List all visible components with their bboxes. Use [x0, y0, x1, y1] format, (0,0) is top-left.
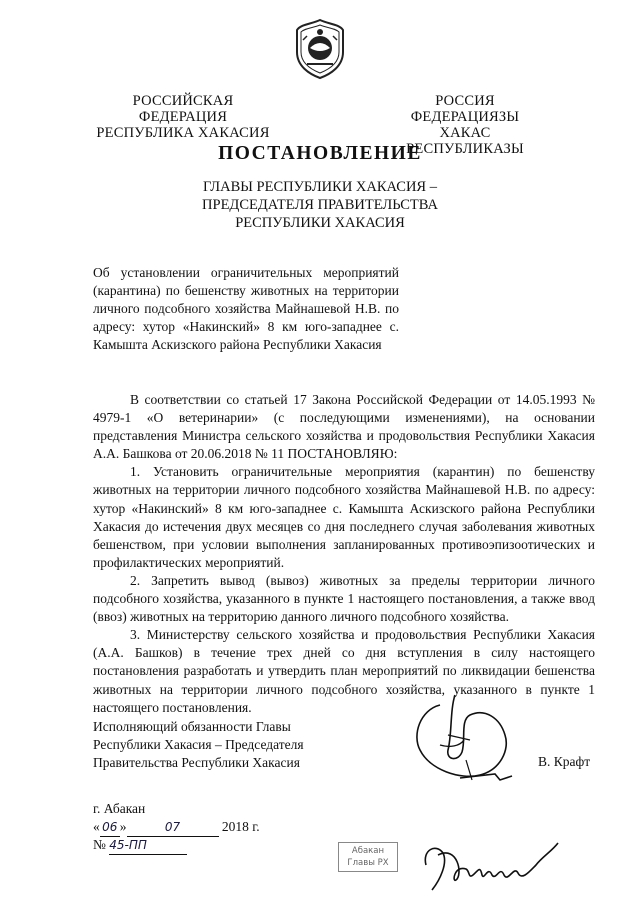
number-prefix: № — [93, 837, 106, 852]
date-month: 07 — [127, 818, 219, 837]
registrar-signature — [418, 835, 568, 895]
place-of-issue: г. Абакан — [93, 801, 146, 816]
signatory-position-line1: Исполняющий обязанности Главы — [93, 719, 291, 734]
body-item-1: 1. Установить ограничительные мероприятия (карантин) по бешенству животных на территории личного подсобного хозяйства Майнашевой Н.В. по адресу: хутор «Накинский» 8 км юго-западнее с. Камышта Аскизского района Республики Хакасия до истечения двух месяцев со дня последнего случая заболевания животных бешенством, при условии выполнения запланированных противоэпизоотических и профилактических мероприятий. — [93, 464, 595, 570]
header-left-line2: РЕСПУБЛИКА ХАКАСИЯ — [96, 125, 270, 141]
date-line — [93, 818, 260, 837]
coat-of-arms-emblem — [293, 18, 347, 80]
header-right-line2: ХАКАС РЕСПУБЛИКАЗЫ — [406, 125, 524, 157]
date-quote-close: » — [119, 819, 127, 834]
document-number: 45-ПП — [109, 836, 187, 855]
handwritten-signature — [400, 690, 540, 790]
registration-stamp — [338, 842, 398, 872]
stamp-line1: Абакан — [351, 846, 385, 856]
subtitle-line2: ПРЕДСЕДАТЕЛЯ ПРАВИТЕЛЬСТВА — [202, 197, 438, 213]
document-subject: Об установлении ограничительных мероприятий (карантина) по бешенству животных на территории личного подсобного хозяйства Майнашевой Н.В. по адресу: хутор «Накинский» 8 км юго-западнее с. Камышта Аскизского района Республики Хакасия — [93, 265, 399, 352]
header-right-line1: РОССИЯ ФЕДЕРАЦИЯЗЫ — [410, 93, 520, 125]
document-subtitle — [0, 178, 640, 232]
body-preamble: В соответствии со статьей 17 Закона Российской Федерации от 14.05.1993 № 4979-1 «О ветеринарии» (с последующими изменениями), на основании представления Министра сельского хозяйства и продовольствия Республики Хакасия А.А. Башкова от 20.06.2018 № 11 ПОСТАНОВЛЯЮ: — [93, 392, 595, 462]
stamp-line2: Главы РХ — [347, 858, 389, 868]
date-quote-open: « — [93, 819, 100, 834]
date-year: 2018 г. — [221, 819, 260, 834]
signatory-name: В. Крафт — [538, 754, 591, 769]
date-day: 06 — [100, 818, 120, 837]
body-item-2: 2. Запретить вывод (вывоз) животных за пределы территории личного подсобного хозяйства, указанного в пункте 1 настоящего постановления, а также ввод (ввоз) животных на территорию данного личного подсобного хозяйства. — [93, 572, 595, 625]
body-item-3: 3. Министерству сельского хозяйства и продовольствия Республики Хакасия (А.А. Башков) в течение трех дней со дня вступления в силу настоящего постановления разработать и утвердить план мероприятий по ликвидации бешенства животных на территории личного подсобного хозяйства, указанного в пункте 1 настоящего постановления. — [93, 627, 595, 715]
subtitle-line3: РЕСПУБЛИКИ ХАКАСИЯ — [235, 215, 405, 231]
signatory-position-line2: Республики Хакасия – Председателя — [93, 737, 304, 752]
header-left-line1: РОССИЙСКАЯ ФЕДЕРАЦИЯ — [132, 93, 234, 125]
signatory-position-line3: Правительства Республики Хакасия — [93, 755, 300, 770]
signatory-position — [93, 718, 353, 772]
header-left-block — [93, 93, 273, 141]
document-title: ПОСТАНОВЛЕНИЕ — [218, 143, 422, 164]
subtitle-line1: ГЛАВЫ РЕСПУБЛИКИ ХАКАСИЯ – — [203, 179, 437, 195]
document-body — [93, 391, 595, 717]
document-number-line — [93, 836, 187, 855]
